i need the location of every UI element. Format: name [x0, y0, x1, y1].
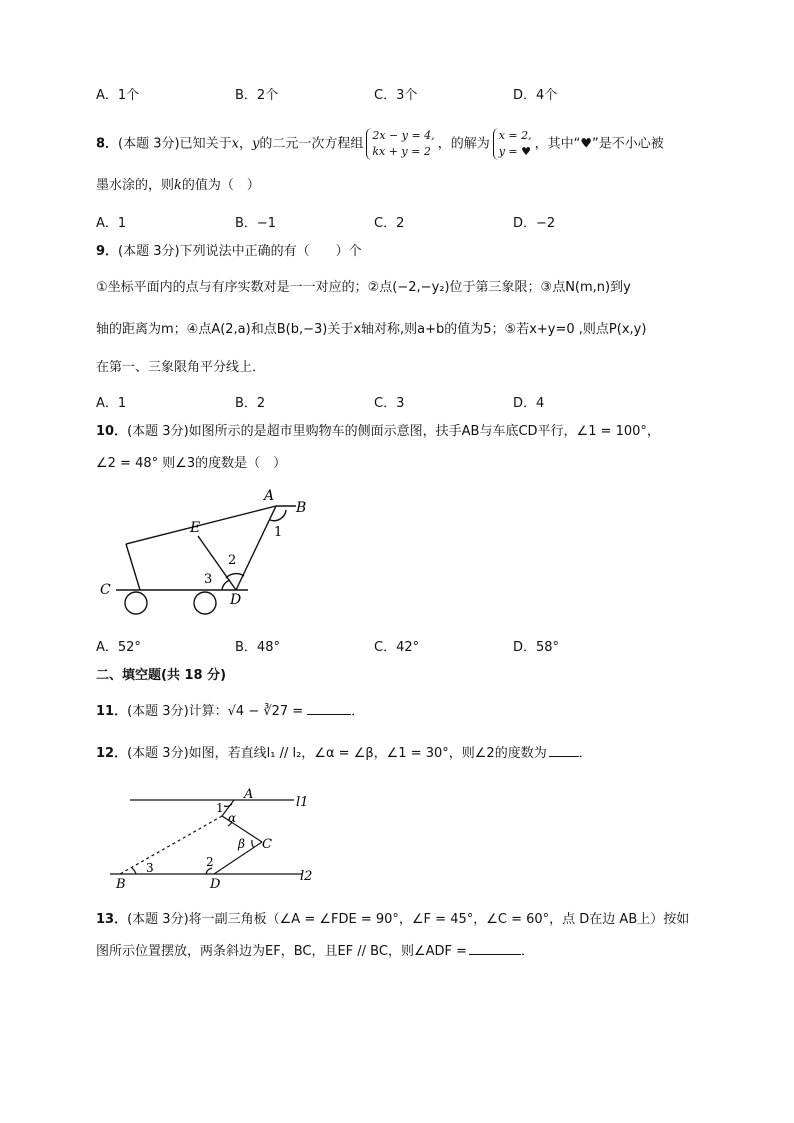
q10-option-a: A．52°: [96, 640, 141, 655]
q12-end: ．: [578, 746, 592, 761]
q10-text: (本题 3分)如图所示的是超市里购物车的侧面示意图，扶手AB与车底CD平行，∠1 = 100°，: [127, 424, 660, 439]
q7-option-a: A．1个: [96, 88, 140, 103]
q13-line2-text: 图所示位置摆放，两条斜边为EF，BC，且EF // BC，则∠ADF =: [96, 944, 468, 959]
q12-label-1: 1: [216, 801, 224, 815]
q11-answer-blank[interactable]: [307, 714, 351, 715]
q9-option-b: B．2: [235, 396, 266, 411]
q8-eq2: kx + y = 2: [372, 145, 431, 158]
q9-statement-line1: ①坐标平面内的点与有序实数对是一一对应的；②点(−2,−y₂)位于第三象限；③点N(m,n)到y: [96, 280, 631, 295]
q10-label-a: A: [264, 488, 275, 504]
q10-option-b: B．48°: [235, 640, 280, 655]
q8-number: 8．: [96, 136, 119, 152]
q9-text: (本题 3分)下列说法中正确的有（ ）个: [118, 244, 362, 259]
q8-prefix: (本题 3分)已知关于: [118, 136, 232, 152]
q10-option-c: C．42°: [374, 640, 420, 655]
q9-option-a: A．1: [96, 396, 127, 411]
q9-option-d: D．4: [513, 396, 545, 411]
q12-label-alpha: α: [228, 811, 237, 825]
q7-option-b: B．2个: [235, 88, 279, 103]
q12-label-b: B: [116, 877, 126, 890]
q10-line2: ∠2 = 48° 则∠3的度数是（ ）: [96, 456, 287, 471]
q8-equation-system: [366, 128, 434, 160]
q8-var-x: x: [231, 136, 239, 152]
q12-answer-blank[interactable]: [549, 756, 579, 757]
q11-number: 11．: [96, 704, 128, 719]
q10-label-e: E: [190, 520, 201, 536]
q11-end: ．: [351, 704, 365, 719]
q8-option-a: A．1: [96, 216, 127, 231]
q11-line: [96, 702, 364, 722]
q8-line2: [96, 176, 260, 196]
q11-text: (本题 3分)计算：√4 − ∛27 =: [127, 704, 304, 719]
q13-end: ．: [521, 944, 535, 959]
q8-option-b: B．−1: [235, 216, 277, 231]
q10-label-d: D: [230, 592, 242, 608]
q10-label-3: 3: [204, 572, 213, 587]
q7-option-c: C．3个: [374, 88, 418, 103]
q9-statement-line3: 在第一、三象限角平分线上．: [96, 360, 266, 375]
q12-label-beta: β: [238, 837, 245, 851]
q8-var-k: k: [174, 178, 182, 193]
q10-line1: [96, 422, 660, 442]
q8-post: ，其中“♥”是不小心被: [534, 136, 664, 152]
q10-number: 10．: [96, 424, 128, 439]
q12-label-c: C: [262, 837, 272, 852]
q13-answer-blank[interactable]: [469, 954, 521, 955]
q12-parallel-lines-figure: [106, 782, 326, 890]
q8-option-c: C．2: [374, 216, 405, 231]
q10-option-d: D．58°: [513, 640, 560, 655]
q8-eq1: 2x − y = 4,: [372, 129, 435, 142]
q12-label-2: 2: [206, 855, 214, 869]
q8-sol1: x = 2,: [498, 129, 532, 142]
q12-label-a: A: [244, 787, 254, 802]
q8-sol2: y = ♥: [498, 145, 531, 158]
q12-label-l2: l2: [300, 869, 313, 884]
q8-option-d: D．−2: [513, 216, 556, 231]
q13-line2: [96, 942, 534, 962]
q13-line1: [96, 910, 689, 930]
section-heading-fill-in: 二、填空题(共 18 分): [96, 668, 227, 683]
q8-mid2: ，的解为: [437, 136, 490, 152]
q8-mid: 的二元一次方程组: [259, 136, 364, 152]
q8-sep: ，: [238, 136, 252, 152]
q10-shopping-cart-figure: [96, 484, 326, 624]
q8-line2-pre: 墨水涂的，则: [96, 178, 175, 193]
q12-text: (本题 3分)如图，若直线l₁ // l₂，∠α = ∠β，∠1 = 30°，则∠2的度数为: [127, 746, 547, 761]
q12-label-l1: l1: [296, 795, 309, 810]
q10-label-c: C: [100, 582, 111, 598]
q12-label-3: 3: [146, 861, 154, 875]
q12-line: [96, 744, 592, 764]
q9-line0: [96, 242, 362, 262]
q7-option-d: D．4个: [513, 88, 558, 103]
q9-statement-line2: 轴的距离为m；④点A(2,a)和点B(b,−3)关于x轴对称,则a+b的值为5；⑤若x+y=0 ,则点P(x,y): [96, 322, 647, 337]
q10-label-1: 1: [274, 525, 283, 540]
q8-var-y: y: [251, 136, 260, 152]
q8-solution-system: [493, 128, 532, 160]
q8-line1: [96, 128, 664, 160]
q10-label-b: B: [296, 500, 307, 516]
q10-label-2: 2: [228, 553, 237, 568]
q9-option-c: C．3: [374, 396, 405, 411]
q13-number: 13．: [96, 912, 128, 927]
q12-number: 12．: [96, 746, 128, 761]
q12-label-d: D: [210, 877, 221, 890]
q13-text: (本题 3分)将一副三角板（∠A = ∠FDE = 90°，∠F = 45°，∠C = 60°，点 D在边 AB上）按如: [127, 912, 690, 927]
q9-number: 9．: [96, 244, 119, 259]
q8-line2-post: 的值为（ ）: [181, 178, 260, 193]
